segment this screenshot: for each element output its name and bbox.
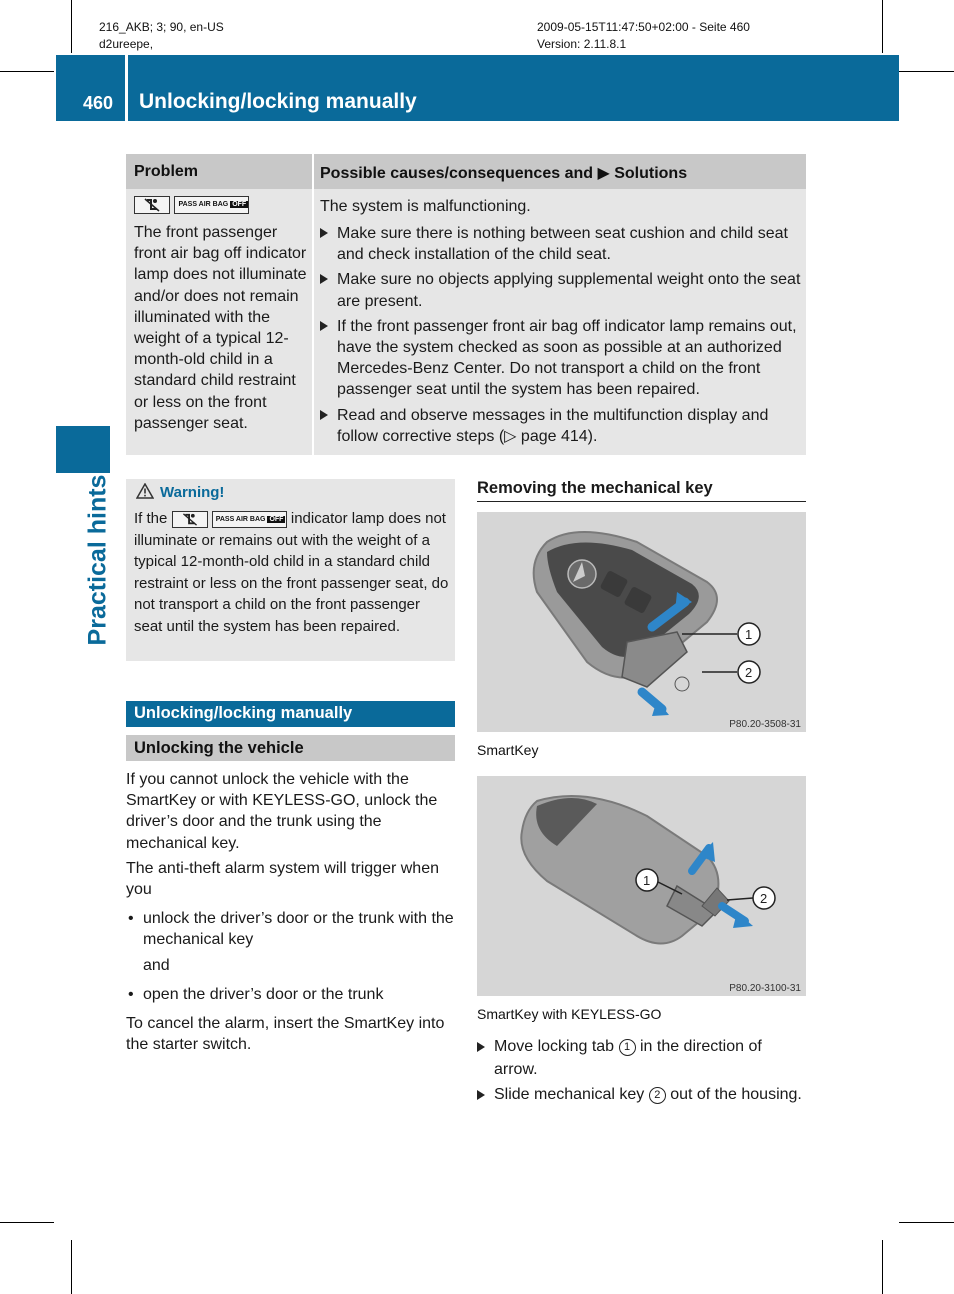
print-meta-right-line1: 2009-05-15T11:47:50+02:00 - Seite 460 — [537, 20, 750, 34]
unlocking-paragraph-1: If you cannot unlock the vehicle with the SmartKey or with KEYLESS-GO, unlock the driver’s door and the trunk using the mechanical key. — [126, 771, 438, 852]
bullet-dot: • — [128, 986, 134, 1003]
solution-item — [320, 269, 802, 311]
warning-heading — [136, 483, 224, 503]
image-reference-code: P80.20-3508-31 — [729, 719, 801, 730]
step-arrow-icon — [320, 274, 328, 284]
header-divider — [125, 55, 128, 121]
crop-mark — [899, 1222, 954, 1223]
solution-text: Make sure no objects applying supplemental weight onto the seat are present. — [337, 271, 801, 310]
instruction-step — [477, 1036, 809, 1081]
subsection-heading-unlocking-vehicle: Unlocking the vehicle — [126, 735, 455, 761]
crop-mark — [882, 1240, 883, 1294]
print-meta-right-line2: Version: 2.11.8.1 — [537, 37, 627, 51]
problem-icons — [134, 196, 249, 214]
step-text: in the direction of arrow. — [494, 1038, 762, 1078]
step-arrow-icon — [320, 321, 328, 331]
pass-air-bag-text: PASS AIR BAG — [215, 515, 266, 523]
table-header-row — [126, 154, 806, 189]
removing-key-heading: Removing the mechanical key — [477, 479, 713, 497]
solution-intro: The system is malfunctioning. — [320, 198, 531, 215]
bullet-text: unlock the driver’s door or the trunk with the mechanical key — [143, 910, 454, 949]
step-text: out of the housing. — [670, 1086, 802, 1103]
unlocking-paragraph-3: To cancel the alarm, insert the SmartKey into the starter switch. — [126, 1015, 445, 1054]
off-label: OFF — [232, 201, 247, 208]
column-divider — [312, 189, 314, 455]
page-number: 460 — [83, 93, 114, 113]
step-text: Move locking tab — [494, 1038, 615, 1055]
solution-text: If the front passenger front air bag off indicator lamp remains out, have the system checked as soon as possible at an authorized Mercedes-Benz Center. Do not transport a child on the front passenger seat until the system has been repaired. — [337, 317, 797, 399]
side-tab-marker — [56, 426, 110, 473]
table-header-problem: Problem — [134, 163, 199, 180]
heading-underline — [477, 501, 806, 502]
solution-text: Make sure there is nothing between seat cushion and child seat and check installation of the child seat. — [337, 225, 788, 264]
smartkey-photo — [477, 512, 806, 732]
crop-mark — [71, 1240, 72, 1294]
page-title: Unlocking/locking manually — [139, 90, 417, 113]
warning-heading-text: Warning! — [160, 484, 225, 501]
section-heading-unlocking-locking: Unlocking/locking manually — [126, 701, 455, 727]
conjunction-text: and — [143, 957, 170, 974]
callout-1-label: 1 — [643, 873, 651, 888]
bullet-item — [128, 984, 458, 1005]
solution-item — [320, 405, 802, 447]
bullet-text: open the driver’s door or the trunk — [143, 986, 384, 1003]
callout-1-marker: 1 — [619, 1039, 636, 1056]
step-text: Slide mechanical key — [494, 1086, 645, 1103]
image-reference-code: P80.20-3100-31 — [729, 983, 801, 994]
off-label: OFF — [269, 515, 284, 523]
side-tab-label: Practical hints — [83, 474, 112, 646]
unlocking-paragraph-2: The anti-theft alarm system will trigger when you — [126, 860, 439, 899]
child-seat-icon — [134, 196, 170, 214]
callout-2-label: 2 — [760, 891, 768, 906]
pass-air-bag-text: PASS AIR BAG — [178, 201, 229, 208]
print-meta-right — [537, 19, 750, 53]
solution-list — [320, 223, 802, 451]
step-arrow-icon — [320, 410, 328, 420]
step-arrow-icon — [477, 1042, 485, 1052]
warning-text-body: indicator lamp does not illuminate or remains out with the weight of a typical 12-month-old child in a standard child restraint or less on the front passenger seat, do not transport a child on the front passenger seat until the system has been repaired. — [134, 510, 449, 635]
solution-item — [320, 316, 802, 401]
pass-air-bag-off-icon — [174, 196, 249, 214]
child-seat-icon — [172, 511, 208, 528]
print-meta-left — [99, 19, 224, 53]
crop-mark — [71, 0, 72, 53]
image-caption-keyless-go: SmartKey with KEYLESS-GO — [477, 1006, 662, 1022]
table-header-solutions: Possible causes/consequences and ▶ Solutions — [320, 165, 688, 182]
problem-description: The front passenger front air bag off indicator lamp does not illuminate and/or does not remain illuminated with the weight of a typical 12-month-old child in a standard child restraint or less on the front passenger seat. — [134, 224, 307, 432]
pass-air-bag-off-icon — [212, 511, 287, 528]
crop-mark — [0, 1222, 54, 1223]
step-arrow-icon — [477, 1090, 485, 1100]
warning-text-prefix: If the — [134, 510, 168, 527]
image-caption-smartkey: SmartKey — [477, 742, 539, 758]
instruction-step — [477, 1084, 809, 1107]
bullet-dot: • — [128, 910, 134, 927]
print-meta-left-line1: 216_AKB; 3; 90, en-US — [99, 20, 224, 34]
warning-text — [134, 508, 450, 637]
crop-mark — [899, 71, 954, 72]
callout-2-marker: 2 — [649, 1087, 666, 1104]
bullet-item — [128, 908, 458, 950]
crop-mark — [0, 71, 54, 72]
smartkey-keyless-go-photo — [477, 776, 806, 996]
callout-2-label: 2 — [745, 665, 753, 680]
callout-1-label: 1 — [745, 627, 753, 642]
print-meta-left-line2: d2ureepe, — [99, 37, 154, 51]
solution-text: Read and observe messages in the multifunction display and follow corrective steps (▷ page 414). — [337, 406, 769, 445]
warning-triangle-icon — [136, 483, 154, 503]
crop-mark — [882, 0, 883, 53]
column-divider — [312, 154, 314, 189]
solution-item — [320, 223, 802, 265]
step-arrow-icon — [320, 228, 328, 238]
